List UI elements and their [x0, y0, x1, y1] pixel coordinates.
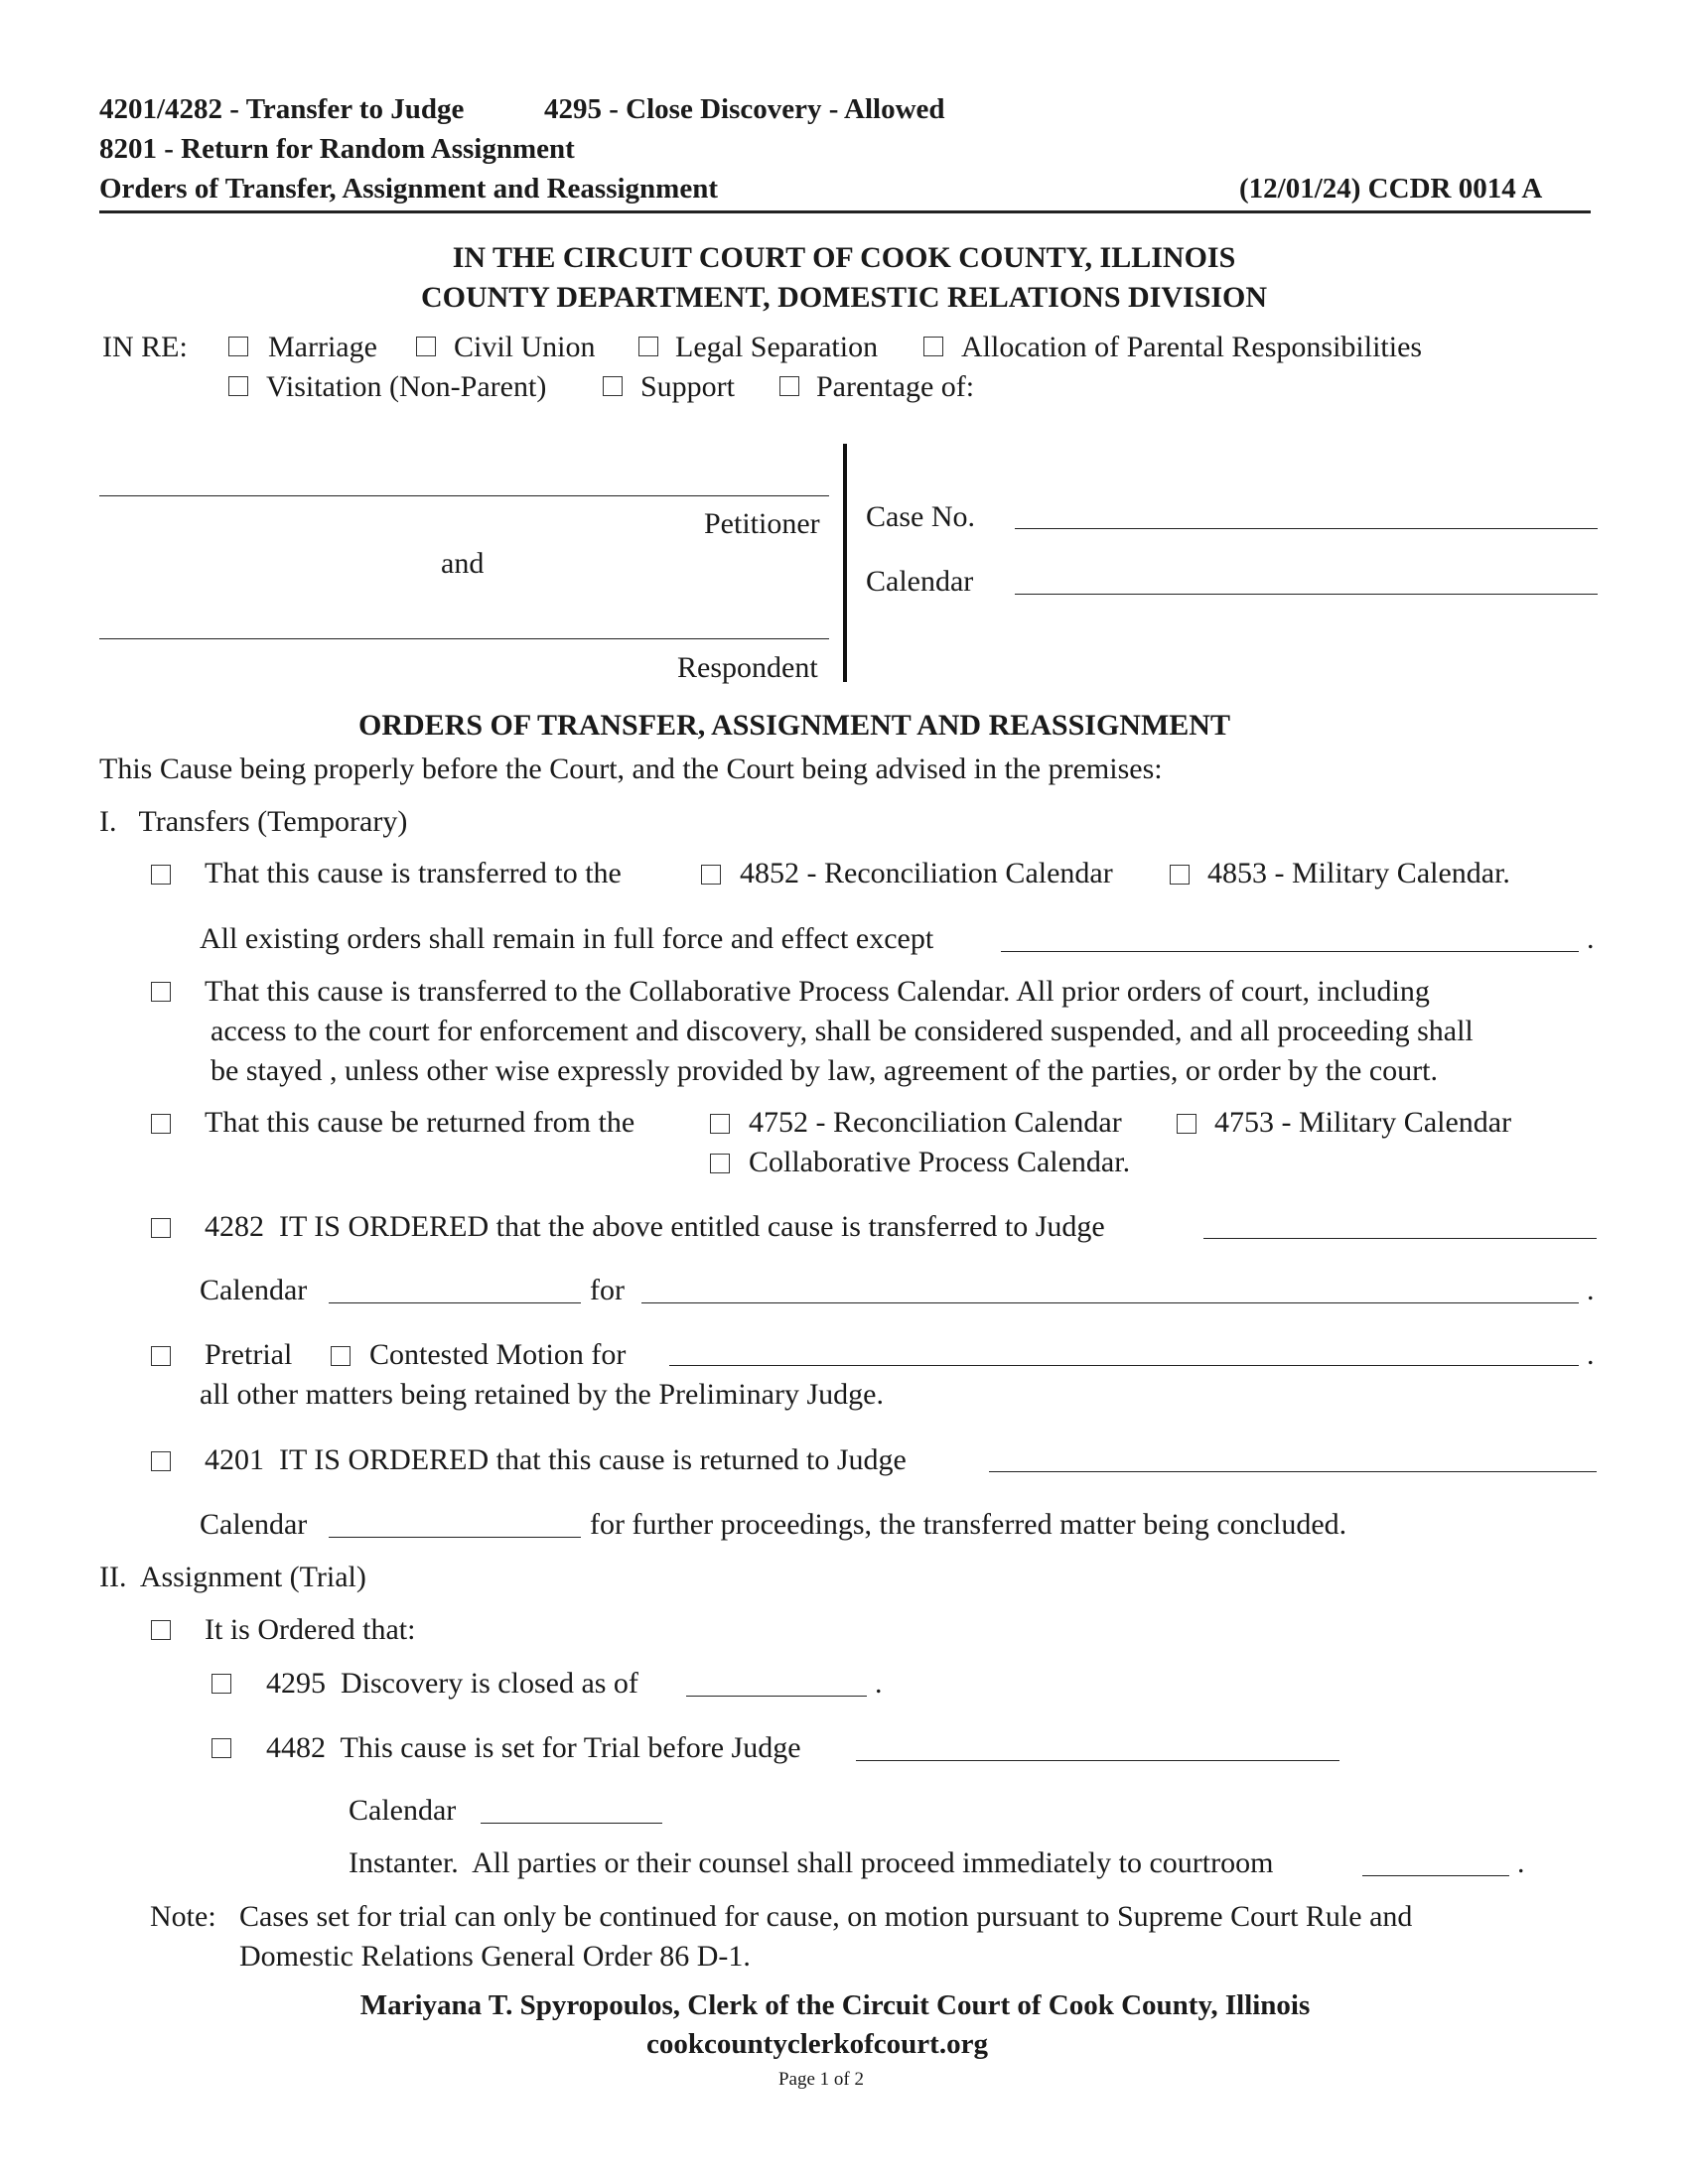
page-number: Page 1 of 2 [777, 2069, 864, 2090]
instanter-text: Instanter. All parties or their counsel shall proceed immediately to courtroom [349, 1846, 1274, 1879]
marriage-label: Marriage [268, 331, 377, 363]
period: . [1587, 922, 1595, 955]
return-calendar-field[interactable] [329, 1537, 581, 1538]
parental-responsibilities-checkbox[interactable] [923, 337, 943, 356]
clerk-website: cookcountyclerkofcourt.org [646, 2028, 988, 2060]
legal-separation-label: Legal Separation [675, 331, 879, 363]
pretrial-checkbox[interactable] [151, 1346, 171, 1366]
courtroom-field[interactable] [1362, 1875, 1509, 1876]
reconciliation-4752-checkbox[interactable] [710, 1114, 730, 1134]
set-for-trial-4482-checkbox[interactable] [211, 1738, 231, 1758]
parental-responsibilities-label: Allocation of Parental Responsibilities [961, 331, 1423, 363]
transfer-calendar-field[interactable] [329, 1302, 581, 1303]
header-form-codes-3: 8201 - Return for Random Assignment [99, 133, 575, 165]
reconciliation-4752-label: 4752 - Reconciliation Calendar [749, 1106, 1122, 1139]
return-judge-field[interactable] [989, 1471, 1597, 1472]
trial-judge-field[interactable] [856, 1760, 1339, 1761]
reconciliation-4852-checkbox[interactable] [701, 865, 721, 885]
retained-text: all other matters being retained by the Preliminary Judge. [200, 1378, 884, 1411]
military-4853-checkbox[interactable] [1170, 865, 1190, 885]
collaborative-text-2: access to the court for enforcement and discovery, shall be considered suspended, and all proceeding shall [211, 1015, 1474, 1047]
existing-orders-text: All existing orders shall remain in full force and effect except [200, 922, 934, 955]
transfer-judge-4282-text: 4282 IT IS ORDERED that the above entitled cause is transferred to Judge [205, 1210, 1105, 1243]
header-form-codes-1: 4201/4282 - Transfer to Judge [99, 93, 465, 125]
period: . [1587, 1274, 1595, 1306]
transfer-judge-field[interactable] [1203, 1238, 1597, 1239]
return-calendar-label: Calendar [200, 1508, 308, 1541]
note-text-1: Cases set for trial can only be continued for cause, on motion pursuant to Supreme Court Rule and [239, 1900, 1413, 1933]
pretrial-label: Pretrial [205, 1338, 293, 1371]
transfer-judge-4282-checkbox[interactable] [151, 1218, 171, 1238]
orders-title: ORDERS OF TRANSFER, ASSIGNMENT AND REASSIGNMENT [358, 709, 1230, 742]
reconciliation-4852-label: 4852 - Reconciliation Calendar [740, 857, 1113, 889]
military-4853-label: 4853 - Military Calendar. [1207, 857, 1510, 889]
it-is-ordered-checkbox[interactable] [151, 1620, 171, 1640]
contested-motion-field[interactable] [669, 1365, 1579, 1366]
header-divider [99, 210, 1591, 213]
marriage-checkbox[interactable] [228, 337, 248, 356]
it-is-ordered-text: It is Ordered that: [205, 1613, 416, 1646]
section-1-heading: I. Transfers (Temporary) [99, 805, 408, 838]
court-line-1: IN THE CIRCUIT COURT OF COOK COUNTY, ILLINOIS [452, 241, 1236, 274]
period: . [1587, 1338, 1595, 1371]
in-re-label: IN RE: [102, 331, 188, 363]
collaborative-process-checkbox[interactable] [151, 982, 171, 1002]
transfer-for-field[interactable] [641, 1302, 1579, 1303]
visitation-label: Visitation (Non-Parent) [266, 370, 547, 403]
header-form-id: (12/01/24) CCDR 0014 A [1239, 173, 1543, 205]
civil-union-checkbox[interactable] [416, 337, 436, 356]
parentage-checkbox[interactable] [779, 376, 799, 396]
discovery-date-field[interactable] [686, 1696, 867, 1697]
trial-calendar-label: Calendar [349, 1794, 457, 1827]
support-label: Support [640, 370, 736, 403]
header-form-codes-2: 4295 - Close Discovery - Allowed [544, 93, 945, 125]
section-2-heading: II. Assignment (Trial) [99, 1561, 366, 1593]
military-4753-label: 4753 - Military Calendar [1214, 1106, 1512, 1139]
transfer-reconciliation-military-checkbox[interactable] [151, 865, 171, 885]
return-from-checkbox[interactable] [151, 1114, 171, 1134]
trial-calendar-field[interactable] [481, 1823, 662, 1824]
petitioner-label: Petitioner [704, 507, 820, 540]
military-4753-checkbox[interactable] [1177, 1114, 1196, 1134]
respondent-line[interactable] [99, 638, 829, 639]
return-judge-4201-checkbox[interactable] [151, 1451, 171, 1471]
transfer-text: That this cause is transferred to the [205, 857, 622, 889]
for-label: for [590, 1274, 625, 1306]
further-proceedings-text: for further proceedings, the transferred matter being concluded. [590, 1508, 1347, 1541]
case-no-label: Case No. [866, 500, 975, 533]
petitioner-line[interactable] [99, 495, 829, 496]
support-checkbox[interactable] [603, 376, 623, 396]
return-from-text: That this cause be returned from the [205, 1106, 635, 1139]
civil-union-label: Civil Union [454, 331, 596, 363]
period: . [875, 1667, 883, 1700]
return-judge-4201-text: 4201 IT IS ORDERED that this cause is returned to Judge [205, 1443, 907, 1476]
court-line-2: COUNTY DEPARTMENT, DOMESTIC RELATIONS DIVISION [420, 281, 1268, 314]
discovery-closed-text: 4295 Discovery is closed as of [266, 1667, 638, 1700]
clerk-name: Mariyana T. Spyropoulos, Clerk of the Circuit Court of Cook County, Illinois [359, 1989, 1311, 2021]
discovery-closed-4295-checkbox[interactable] [211, 1674, 231, 1694]
case-no-field[interactable] [1015, 528, 1598, 529]
visitation-checkbox[interactable] [228, 376, 248, 396]
contested-motion-label: Contested Motion for [369, 1338, 627, 1371]
caption-divider [843, 444, 847, 682]
collaborative-return-checkbox[interactable] [710, 1154, 730, 1173]
note-label: Note: [150, 1900, 216, 1933]
and-label: and [441, 547, 485, 580]
collaborative-text-1: That this cause is transferred to the Collaborative Process Calendar. All prior orders of court, including [205, 975, 1430, 1008]
existing-orders-field[interactable] [1001, 951, 1579, 952]
contested-motion-checkbox[interactable] [331, 1346, 351, 1366]
collaborative-text-3: be stayed , unless other wise expressly provided by law, agreement of the parties, or order by the court. [211, 1054, 1439, 1087]
transfer-calendar-label: Calendar [200, 1274, 308, 1306]
calendar-field[interactable] [1015, 594, 1598, 595]
legal-separation-checkbox[interactable] [638, 337, 658, 356]
set-for-trial-text: 4482 This cause is set for Trial before Judge [266, 1731, 801, 1764]
respondent-label: Respondent [677, 651, 818, 684]
header-form-title: Orders of Transfer, Assignment and Reassignment [99, 173, 718, 205]
collaborative-return-label: Collaborative Process Calendar. [749, 1146, 1131, 1178]
period: . [1517, 1846, 1525, 1879]
calendar-label: Calendar [866, 565, 974, 598]
note-text-2: Domestic Relations General Order 86 D-1. [239, 1940, 751, 1973]
intro-text: This Cause being properly before the Court, and the Court being advised in the premises: [99, 752, 1163, 785]
parentage-label: Parentage of: [816, 370, 975, 403]
